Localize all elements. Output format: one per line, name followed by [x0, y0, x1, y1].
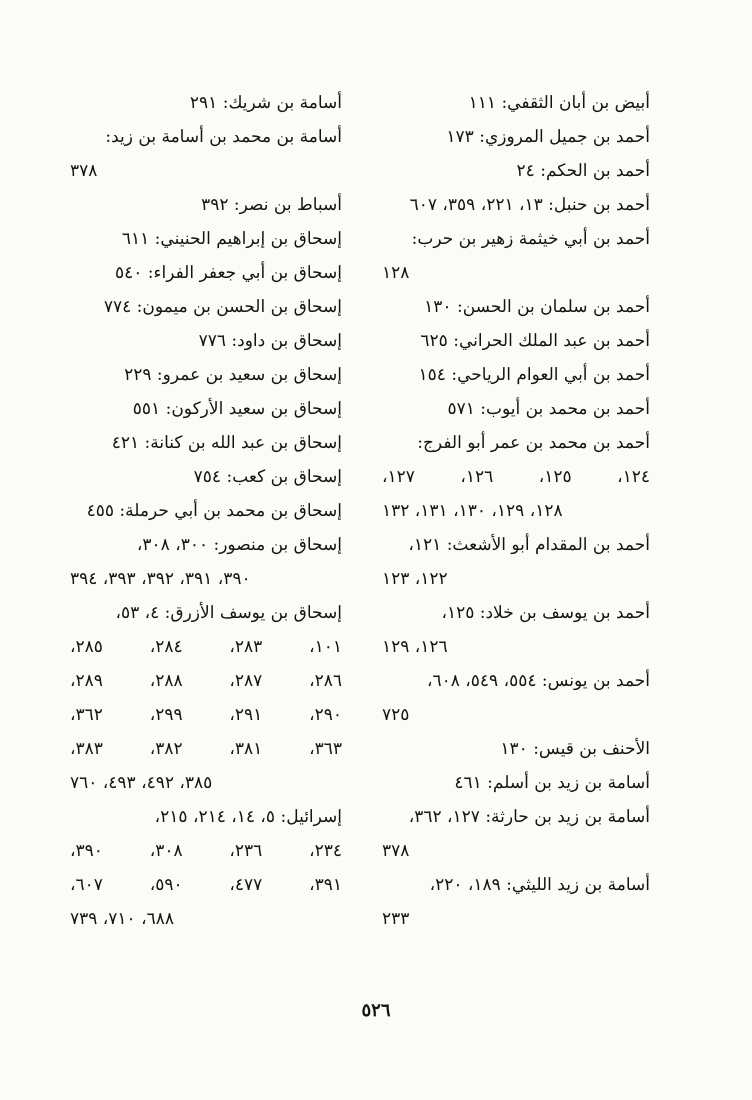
index-entry [382, 120, 650, 154]
index-entry [382, 358, 650, 392]
entry-page-refs-line: ٣٩١، ٤٧٧، ٥٩٠، ٦٠٧، [70, 875, 343, 895]
entry-heading-line: إسحاق بن عبد الله بن كنانة: ٤٢١ [111, 433, 342, 453]
entry-heading-line: أسامة بن زيد بن أسلم: ٤٦١ [454, 773, 650, 793]
left-column [70, 86, 342, 936]
entry-heading-line: أسامة بن زيد بن حارثة: ١٢٧، ٣٦٢، [408, 807, 650, 827]
entry-page-refs-line: ٢٩٠، ٢٩١، ٢٩٩، ٣٦٢، [70, 705, 343, 725]
entry-heading-line: أبيض بن أبان الثقفي: ١١١ [468, 93, 650, 113]
index-entry [70, 800, 342, 936]
index-entry [382, 392, 650, 426]
index-entry [70, 188, 342, 222]
entry-page-refs-line: ٣٨٥، ٤٩٢، ٤٩٣، ٧٦٠ [70, 773, 213, 793]
index-entry [70, 120, 342, 188]
entry-page-refs-line: ١٢٦، ١٢٩ [382, 637, 448, 657]
index-entry [382, 154, 650, 188]
entry-page-refs-line: ٣٧٨ [70, 161, 98, 181]
entry-heading-line: إسحاق بن الحسن بن ميمون: ٧٧٤ [103, 297, 342, 317]
entry-heading-line: أحمد بن محمد بن أيوب: ٥٧١ [447, 399, 650, 419]
entry-heading-line: أحمد بن الحكم: ٢٤ [516, 161, 650, 181]
entry-page-refs-line: ١٢٨، ١٢٩، ١٣٠، ١٣١، ١٣٢ [382, 501, 563, 521]
index-entry [70, 358, 342, 392]
entry-heading-line: أحمد بن جميل المروزي: ١٧٣ [446, 127, 650, 147]
index-entry [382, 766, 650, 800]
entry-heading-line: أسباط بن نصر: ٣٩٢ [201, 195, 342, 215]
index-entry [70, 290, 342, 324]
index-entry [382, 290, 650, 324]
entry-page-refs-line: ١٢٤، ١٢٥، ١٢٦، ١٢٧، [382, 467, 651, 487]
index-entry [382, 222, 650, 290]
entry-heading-line: أحمد بن أبي خيثمة زهير بن حرب: [411, 229, 650, 249]
entry-heading-line: إسحاق بن أبي جعفر الفراء: ٥٤٠ [114, 263, 342, 283]
entry-heading-line: أحمد بن عبد الملك الحراني: ٦٢٥ [420, 331, 650, 351]
entry-heading-line: إسحاق بن منصور: ٣٠٠، ٣٠٨، [136, 535, 342, 555]
entry-page-refs-line: ١٢٨ [382, 263, 410, 283]
index-entry [70, 426, 342, 460]
entry-page-refs-line: ٣٦٣، ٣٨١، ٣٨٢، ٣٨٣، [70, 739, 343, 759]
index-entry [70, 596, 342, 800]
entry-page-refs-line: ٢٨٦، ٢٨٧، ٢٨٨، ٢٨٩، [70, 671, 343, 691]
index-entry [382, 528, 650, 596]
entry-heading-line: إسحاق بن داود: ٧٧٦ [198, 331, 342, 351]
entry-page-refs-line: ٧٢٥ [382, 705, 410, 725]
entry-heading-line: إسحاق بن سعيد بن عمرو: ٢٢٩ [124, 365, 342, 385]
entry-page-refs-line: ٣٩٠، ٣٩١، ٣٩٢، ٣٩٣، ٣٩٤ [70, 569, 251, 589]
entry-heading-line: إسحاق بن يوسف الأزرق: ٤، ٥٣، [115, 603, 342, 623]
entry-page-refs-line: ١٢٢، ١٢٣ [382, 569, 448, 589]
entry-heading-line: أحمد بن سلمان بن الحسن: ١٣٠ [424, 297, 650, 317]
index-entry [70, 392, 342, 426]
entry-heading-line: الأحنف بن قيس: ١٣٠ [500, 739, 650, 759]
index-entry [70, 324, 342, 358]
index-entry [70, 86, 342, 120]
index-entry [70, 256, 342, 290]
index-entry [70, 222, 342, 256]
index-entry [382, 868, 650, 936]
index-entry [382, 732, 650, 766]
entry-page-refs-line: ٢٣٣ [382, 909, 410, 929]
entry-page-refs-line: ٦٨٨، ٧١٠، ٧٣٩ [70, 909, 174, 929]
index-entry [70, 528, 342, 596]
entry-heading-line: أحمد بن محمد بن عمر أبو الفرج: [417, 433, 650, 453]
right-column [382, 86, 650, 936]
entry-heading-line: أحمد بن حنبل: ١٣، ٢٢١، ٣٥٩، ٦٠٧ [409, 195, 650, 215]
entry-heading-line: إسرائيل: ٥، ١٤، ٢١٤، ٢١٥، [154, 807, 342, 827]
entry-heading-line: إسحاق بن كعب: ٧٥٤ [193, 467, 342, 487]
entry-heading-line: إسحاق بن سعيد الأركون: ٥٥١ [132, 399, 342, 419]
entry-page-refs-line: ٣٧٨ [382, 841, 410, 861]
entry-heading-line: أحمد بن المقدام أبو الأشعث: ١٢١، [408, 535, 650, 555]
entry-page-refs-line: ٢٣٤، ٢٣٦، ٣٠٨، ٣٩٠، [70, 841, 343, 861]
entry-heading-line: إسحاق بن إبراهيم الحنيني: ٦١١ [121, 229, 342, 249]
index-entry [382, 800, 650, 868]
entry-heading-line: أسامة بن شريك: ٢٩١ [189, 93, 342, 113]
index-entry [70, 494, 342, 528]
index-entry [382, 664, 650, 732]
entry-heading-line: أسامة بن زيد الليثي: ١٨٩، ٢٢٠، [429, 875, 650, 895]
page-number: ٥٢٦ [361, 1000, 391, 1021]
entry-heading-line: إسحاق بن محمد بن أبي حرملة: ٤٥٥ [86, 501, 342, 521]
entry-page-refs-line: ١٠١، ٢٨٣، ٢٨٤، ٢٨٥، [70, 637, 343, 657]
index-entry [382, 324, 650, 358]
entry-heading-line: أسامة بن محمد بن أسامة بن زيد: [105, 127, 342, 147]
index-entry [382, 188, 650, 222]
index-entry [382, 596, 650, 664]
entry-heading-line: أحمد بن أبي العوام الرياحي: ١٥٤ [418, 365, 650, 385]
index-entry [382, 426, 650, 528]
index-entry [70, 460, 342, 494]
entry-heading-line: أحمد بن يونس: ٥٥٤، ٥٤٩، ٦٠٨، [426, 671, 650, 691]
index-entry [382, 86, 650, 120]
entry-heading-line: أحمد بن يوسف بن خلاد: ١٢٥، [441, 603, 650, 623]
